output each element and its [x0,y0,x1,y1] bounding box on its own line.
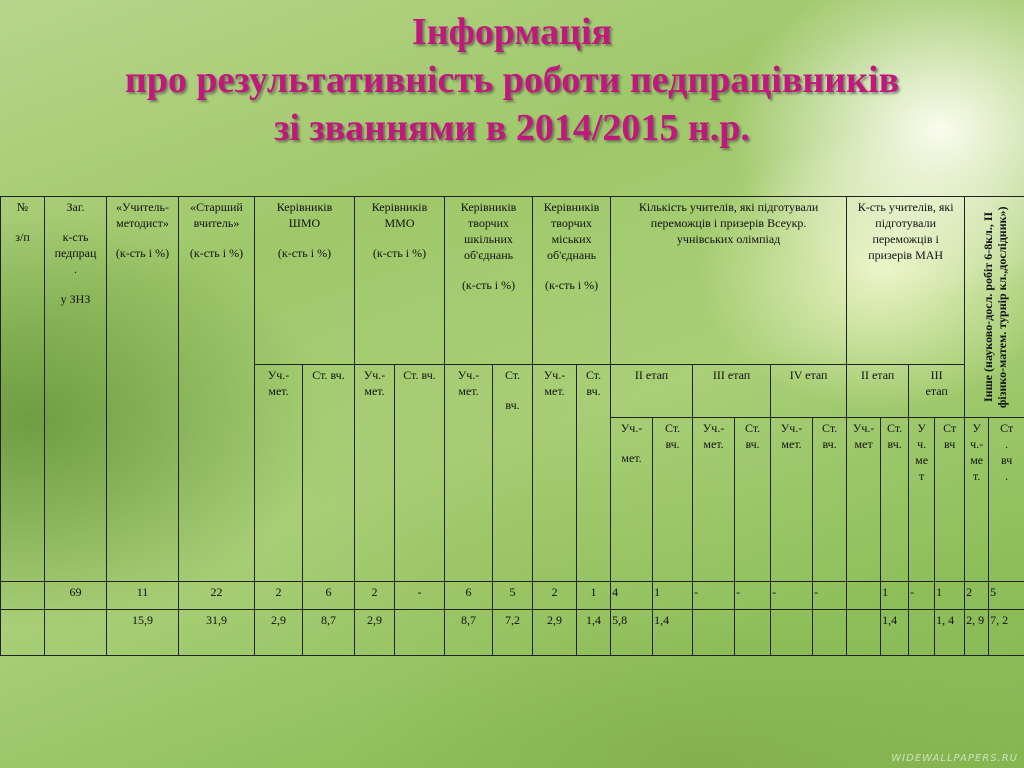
mmo-st-vch: Ст. вч. [395,365,445,582]
percent-cell-13: 1,4 [653,610,693,656]
header-other: Інше (науково-досл. робіт 6-8кл., ІІ фізико-матем. турнір кл.,дослідник») [965,197,1024,418]
man2-st-vch: Ст. вч. [881,418,909,582]
man2-uch-met: Уч.-мет [847,418,881,582]
percent-cell-14 [693,610,735,656]
percent-cell-18 [847,610,881,656]
count-cell-10: 2 [533,582,577,610]
count-cell-18 [847,582,881,610]
count-cell-11: 1 [577,582,611,610]
other-st-vch: Ст . вч . [989,418,1024,582]
school-uch-met: Уч.-мет. [445,365,493,582]
percent-cell-5: 8,7 [303,610,355,656]
watermark: WIDEWALLPAPERS.RU [891,753,1018,764]
percent-cell-4: 2,9 [255,610,303,656]
olymp4-st-vch: Ст. вч. [813,418,847,582]
data-row-counts [1,582,1024,610]
olymp2-st-vch: Ст. вч. [653,418,693,582]
count-cell-2: 11 [107,582,179,610]
man3-uch-met: У ч. ме т [909,418,935,582]
count-cell-3: 22 [179,582,255,610]
count-cell-6: 2 [355,582,395,610]
count-cell-9: 5 [493,582,533,610]
olympiad-etap-3: ІІІ етап [693,365,771,418]
percent-cell-22: 2, 9 [965,610,989,656]
header-city-assoc: Керівників творчих міських об'єднань (к-сть і %) [533,197,611,365]
header-starshyi: «Старший вчитель» (к-сть і %) [179,197,255,582]
count-cell-4: 2 [255,582,303,610]
percent-cell-19: 1,4 [881,610,909,656]
man3-st-vch: Ст вч [935,418,965,582]
count-cell-1: 69 [45,582,107,610]
percent-cell-12: 5,8 [611,610,653,656]
count-cell-15: - [735,582,771,610]
count-cell-19: 1 [881,582,909,610]
header-man: К-сть учителів, які підготували переможців і призерів МАН [847,197,965,365]
city-st-vch: Ст. вч. [577,365,611,582]
header-metodyst: «Учитель- методист» (к-сть і %) [107,197,179,582]
count-cell-17: - [813,582,847,610]
title-line-2: про результативність роботи педпрацівників [124,59,900,101]
percent-cell-3: 31,9 [179,610,255,656]
count-cell-23: 5 [989,582,1024,610]
percent-cell-21: 1, 4 [935,610,965,656]
man-etap-3: ІІІ етап [909,365,965,418]
percent-cell-11: 1,4 [577,610,611,656]
percent-cell-8: 8,7 [445,610,493,656]
results-table [0,196,1024,656]
city-uch-met: Уч.-мет. [533,365,577,582]
header-total: Заг. к-сть педпрац . у ЗНЗ [45,197,107,582]
count-cell-13: 1 [653,582,693,610]
header-olympiad: Кількість учителів, які підготували переможців і призерів Всеукр. учнівських олімпіад [611,197,847,365]
mmo-uch-met: Уч.-мет. [355,365,395,582]
percent-cell-17 [813,610,847,656]
olympiad-etap-2: ІІ етап [611,365,693,418]
header-mmo: Керівників ММО (к-сть і %) [355,197,445,365]
count-cell-0 [1,582,45,610]
percent-cell-2: 15,9 [107,610,179,656]
other-uch-met: У ч.- ме т. [965,418,989,582]
shmo-st-vch: Ст. вч. [303,365,355,582]
count-cell-20: - [909,582,935,610]
count-cell-16: - [771,582,813,610]
percent-cell-7 [395,610,445,656]
slide-title [0,8,1024,152]
shmo-uch-met: Уч.-мет. [255,365,303,582]
count-cell-22: 2 [965,582,989,610]
olymp3-uch-met: Уч.-мет. [693,418,735,582]
olymp2-uch-met: Уч.- мет. [611,418,653,582]
header-school-assoc: Керівників творчих шкільних об'єднань (к-сть і %) [445,197,533,365]
percent-cell-6: 2,9 [355,610,395,656]
percent-cell-0 [1,610,45,656]
percent-cell-16 [771,610,813,656]
percent-cell-9: 7,2 [493,610,533,656]
count-cell-21: 1 [935,582,965,610]
title-line-1: Інформація [411,11,613,53]
title-line-3: зі званнями в 2014/2015 н.р. [274,107,750,149]
count-cell-14: - [693,582,735,610]
school-st-vch: Ст. вч. [493,365,533,582]
count-cell-7: - [395,582,445,610]
header-shmo: Керівників ШМО (к-сть і %) [255,197,355,365]
percent-cell-1 [45,610,107,656]
count-cell-12: 4 [611,582,653,610]
percent-cell-20 [909,610,935,656]
percent-cell-23: 7, 2 [989,610,1024,656]
percent-cell-15 [735,610,771,656]
header-num: № з/п [1,197,45,582]
olymp3-st-vch: Ст. вч. [735,418,771,582]
olympiad-etap-4: ІV етап [771,365,847,418]
data-row-percent [1,610,1024,656]
percent-cell-10: 2,9 [533,610,577,656]
man-etap-2: ІІ етап [847,365,909,418]
count-cell-8: 6 [445,582,493,610]
olymp4-uch-met: Уч.-мет. [771,418,813,582]
count-cell-5: 6 [303,582,355,610]
header-row-1 [1,197,1024,365]
